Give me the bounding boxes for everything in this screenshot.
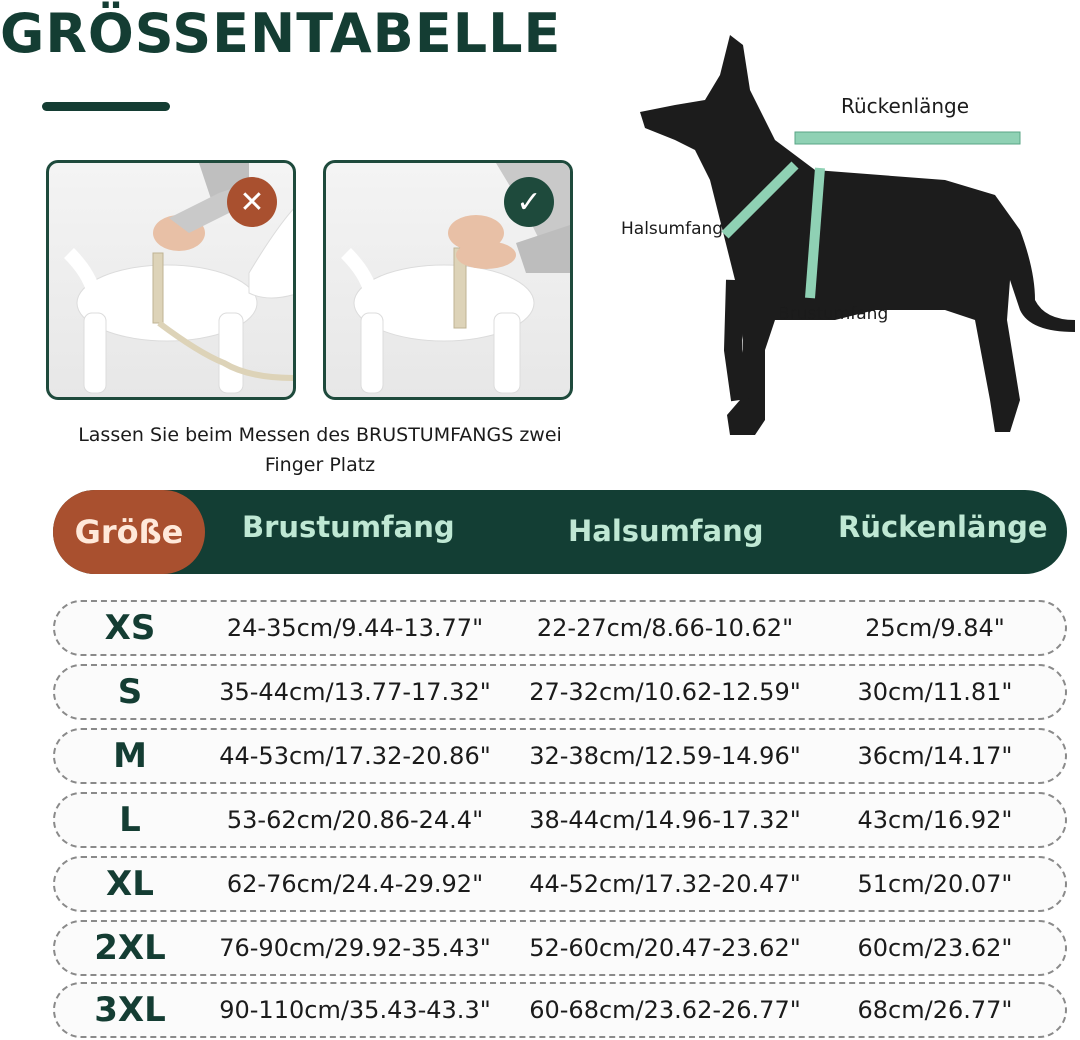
size-cell: S [117,672,143,712]
caption-line-1: Lassen Sie beim Messen des BRUSTUMFANGS zwei [78,424,562,446]
caption-line-2: Finger Platz [264,454,376,476]
back-cell: 43cm/16.92" [857,806,1013,834]
photo-wrong-measure [46,160,296,400]
chest-cell: 90-110cm/35.43-43.3" [219,996,491,1024]
table-row [53,920,1067,976]
table-row [53,792,1067,848]
size-cell: L [119,800,141,840]
neck-cell: 44-52cm/17.32-20.47" [529,870,801,898]
photo-right-measure [323,160,573,400]
chest-cell: 62-76cm/24.4-29.92" [226,870,484,898]
table-row [53,856,1067,912]
back-length-label: Rückenlänge [841,94,970,118]
header-chest: Brustumfang [242,510,455,544]
header-neck: Halsumfang [568,514,764,548]
neck-cell: 32-38cm/12.59-14.96" [529,742,801,770]
table-row [53,600,1067,656]
check-icon: ✓ [504,177,554,227]
measuring-caption [20,420,620,480]
table-row [53,664,1067,720]
title-underline [42,102,170,111]
x-icon: ✕ [227,177,277,227]
chest-cell: 76-90cm/29.92-35.43" [219,934,491,962]
size-cell: 3XL [94,990,166,1030]
neck-label: Halsumfang [621,219,724,239]
size-cell: XS [104,608,156,648]
dog-diagram [615,20,1080,450]
size-cell: M [113,736,147,776]
back-cell: 25cm/9.84" [865,614,1005,642]
back-cell: 68cm/26.77" [857,996,1013,1024]
back-cell: 60cm/23.62" [857,934,1013,962]
size-cell: XL [106,864,154,904]
size-cell: 2XL [94,928,166,968]
back-cell: 36cm/14.17" [857,742,1013,770]
chest-cell: 44-53cm/17.32-20.86" [219,742,491,770]
neck-cell: 60-68cm/23.62-26.77" [529,996,801,1024]
chest-cell: 53-62cm/20.86-24.4" [226,806,484,834]
header-size: Größe [53,490,205,574]
chest-label: Brustumfang [778,304,889,324]
table-row [53,728,1067,784]
page-title: GRÖSSENTABELLE [0,2,562,65]
neck-cell: 27-32cm/10.62-12.59" [529,678,801,706]
chest-cell: 24-35cm/9.44-13.77" [226,614,484,642]
header-back: Rückenlänge [838,510,1048,544]
chest-cell: 35-44cm/13.77-17.32" [219,678,491,706]
neck-cell: 22-27cm/8.66-10.62" [536,614,794,642]
table-row [53,982,1067,1038]
neck-cell: 52-60cm/20.47-23.62" [529,934,801,962]
neck-cell: 38-44cm/14.96-17.32" [529,806,801,834]
back-cell: 51cm/20.07" [857,870,1013,898]
back-cell: 30cm/11.81" [857,678,1013,706]
